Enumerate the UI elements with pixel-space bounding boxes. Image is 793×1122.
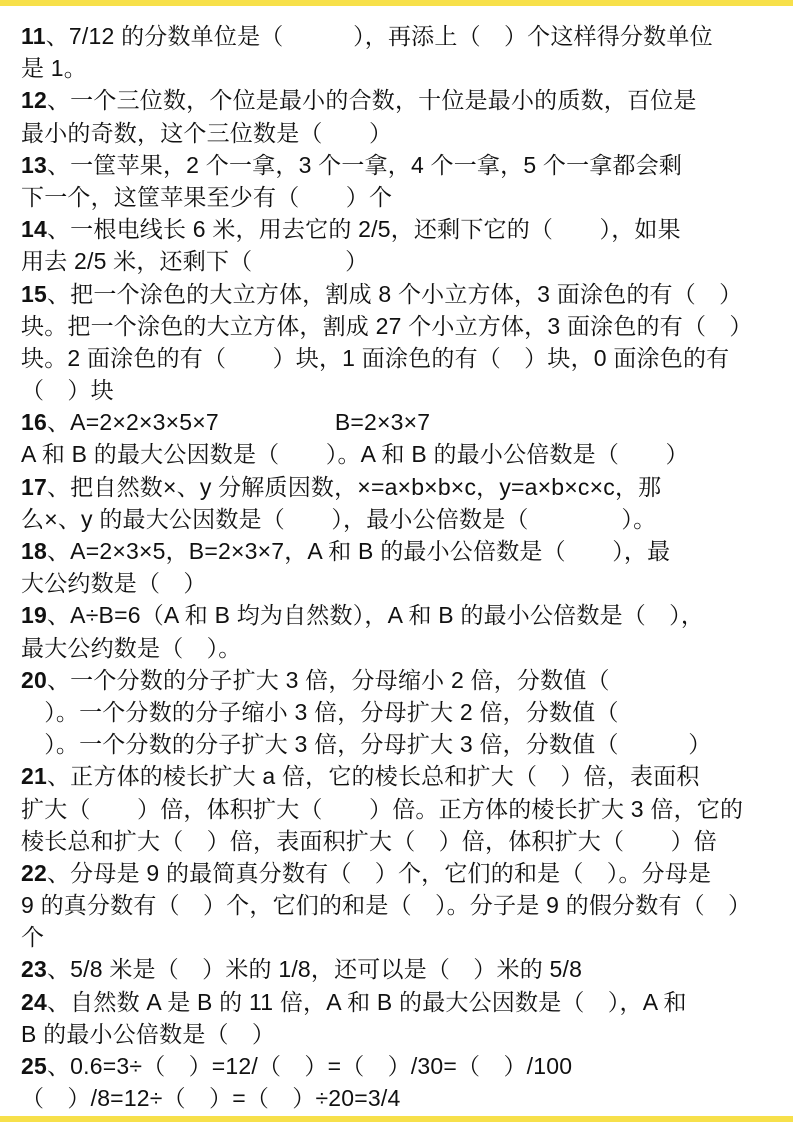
problem-text: 、5/8 米是（ ）米的 1/8，还可以是（ ）米的 5/8 <box>46 956 583 983</box>
problem-number: 13 <box>21 151 47 178</box>
problem-text: A 和 B 的最大公因数是（ ）。A 和 B 的最小公倍数是（ ） <box>21 441 689 468</box>
problem-line <box>21 117 781 149</box>
problem-text: 、自然数 A 是 B 的 11 倍，A 和 B 的最大公因数是（ ），A 和 <box>46 988 687 1015</box>
problem-number: 11 <box>21 23 46 49</box>
problem-text: 、把自然数×、y 分解质因数，×=a×b×b×c，y=a×b×c×c，那 <box>46 473 662 500</box>
problem-text: 、一个分数的分子扩大 3 倍，分母缩小 2 倍，分数值（ <box>46 666 610 693</box>
problem-line <box>21 535 781 567</box>
problem-12 <box>21 84 781 148</box>
problem-15 <box>21 278 781 407</box>
problem-text: 、一个三位数，个位是最小的合数，十位是最小的质数，百位是 <box>46 87 697 114</box>
problem-text: （ ）/8=12÷（ ）=（ ）÷20=3/4 <box>21 1085 401 1112</box>
problem-14 <box>21 213 781 277</box>
problem-text: 棱长总和扩大（ ）倍，表面积扩大（ ）倍，体积扩大（ ）倍 <box>21 827 717 854</box>
problem-line <box>21 438 781 470</box>
problem-text: ）。一个分数的分子缩小 3 倍，分母扩大 2 倍，分数值（ <box>21 698 619 725</box>
problem-line <box>21 213 781 245</box>
problem-text: ）。一个分数的分子扩大 3 倍，分母扩大 3 倍，分数值（ ） <box>21 731 712 758</box>
problem-line <box>21 857 781 889</box>
problem-text: 、把一个涂色的大立方体，割成 8 个小立方体，3 面涂色的有（ ） <box>46 280 743 307</box>
problem-number: 18 <box>21 538 47 564</box>
problem-text: 么×、y 的最大公因数是（ ），最小公倍数是（ ）。 <box>21 505 657 532</box>
problem-line <box>21 149 781 181</box>
problem-line <box>21 503 781 535</box>
problem-text: 、A=2×3×5，B=2×3×7，A 和 B 的最小公倍数是（ ），最 <box>46 538 671 564</box>
problem-text: 用去 2/5 米，还剩下（ ） <box>21 248 369 275</box>
worksheet <box>21 20 781 1114</box>
problem-text: 块。把一个涂色的大立方体，割成 27 个小立方体，3 面涂色的有（ ） <box>21 312 753 339</box>
problem-20 <box>21 664 781 761</box>
problem-line <box>21 406 781 438</box>
problem-text: 、A÷B=6（A 和 B 均为自然数），A 和 B 的最小公倍数是（ ）， <box>46 602 705 629</box>
problem-text: 、0.6=3÷（ ）=12/（ ）=（ ）/30=（ ）/100 <box>46 1053 573 1079</box>
problem-text: 、分母是 9 的最简真分数有（ ）个，它们的和是（ ）。分母是 <box>46 859 712 886</box>
problem-line <box>21 1082 781 1114</box>
problem-line <box>21 567 781 599</box>
problem-text: 个 <box>21 924 45 951</box>
problem-13 <box>21 149 781 213</box>
problem-line <box>21 696 781 728</box>
problem-text: 大公约数是（ ） <box>21 570 207 597</box>
problem-line <box>21 52 781 84</box>
problem-21 <box>21 760 781 857</box>
problem-23 <box>21 953 781 985</box>
problem-number: 14 <box>21 216 47 243</box>
problem-16 <box>21 406 781 470</box>
problem-number: 24 <box>21 988 47 1015</box>
problem-line <box>21 84 781 116</box>
problem-text: 、一筐苹果，2 个一拿，3 个一拿，4 个一拿，5 个一拿都会剩 <box>46 151 683 178</box>
problem-18 <box>21 535 781 599</box>
problem-17 <box>21 471 781 535</box>
problem-line <box>21 632 781 664</box>
problem-line <box>21 342 781 374</box>
problem-line <box>21 1018 781 1050</box>
problem-number: 17 <box>21 473 47 500</box>
problem-number: 15 <box>21 280 47 307</box>
problem-text: B 的最小公倍数是（ ） <box>21 1020 276 1047</box>
problem-24 <box>21 986 781 1050</box>
problem-11 <box>21 20 781 84</box>
problem-text: 、A=2×2×3×5×7 B=2×3×7 <box>46 409 431 436</box>
bottom-yellow-border <box>0 1116 793 1122</box>
problem-text: 最小的奇数，这个三位数是（ ） <box>21 119 393 146</box>
problem-line <box>21 953 781 985</box>
problem-number: 20 <box>21 666 47 693</box>
problem-number: 25 <box>21 1053 47 1079</box>
problem-19 <box>21 599 781 663</box>
problem-text: （ ）块 <box>21 377 114 404</box>
problem-line <box>21 728 781 760</box>
problem-line <box>21 921 781 953</box>
problem-text: 、一根电线长 6 米，用去它的 2/5，还剩下它的（ ），如果 <box>46 216 681 243</box>
problem-number: 12 <box>21 87 47 114</box>
problem-line <box>21 374 781 406</box>
problem-line <box>21 181 781 213</box>
problem-text: 最大公约数是（ ）。 <box>21 634 242 661</box>
problem-line <box>21 20 781 52</box>
problem-line <box>21 664 781 696</box>
problem-line <box>21 245 781 277</box>
problem-line <box>21 599 781 631</box>
problem-line <box>21 278 781 310</box>
problem-25 <box>21 1050 781 1114</box>
problem-line <box>21 310 781 342</box>
problem-text: 块。2 面涂色的有（ ）块，1 面涂色的有（ ）块，0 面涂色的有 <box>21 344 730 371</box>
problem-text: 、7/12 的分数单位是（ ），再添上（ ）个这样得分数单位 <box>45 23 713 49</box>
problem-line <box>21 986 781 1018</box>
problem-number: 23 <box>21 956 47 983</box>
problem-text: 下一个，这筐苹果至少有（ ）个 <box>21 183 393 210</box>
top-yellow-border <box>0 0 793 6</box>
problem-line <box>21 793 781 825</box>
problem-text: 是 1。 <box>21 55 87 82</box>
problem-line <box>21 825 781 857</box>
problem-number: 22 <box>21 859 47 886</box>
problem-number: 16 <box>21 409 47 436</box>
problem-line <box>21 889 781 921</box>
problem-line <box>21 760 781 792</box>
problem-text: 、正方体的棱长扩大 a 倍，它的棱长总和扩大（ ）倍，表面积 <box>46 763 700 790</box>
problem-text: 9 的真分数有（ ）个，它们的和是（ ）。分子是 9 的假分数有（ ） <box>21 892 752 919</box>
problem-22 <box>21 857 781 954</box>
problem-text: 扩大（ ）倍，体积扩大（ ）倍。正方体的棱长扩大 3 倍，它的 <box>21 795 744 822</box>
problem-number: 19 <box>21 602 47 629</box>
problem-number: 21 <box>21 763 47 790</box>
problem-line <box>21 1050 781 1082</box>
problem-line <box>21 471 781 503</box>
